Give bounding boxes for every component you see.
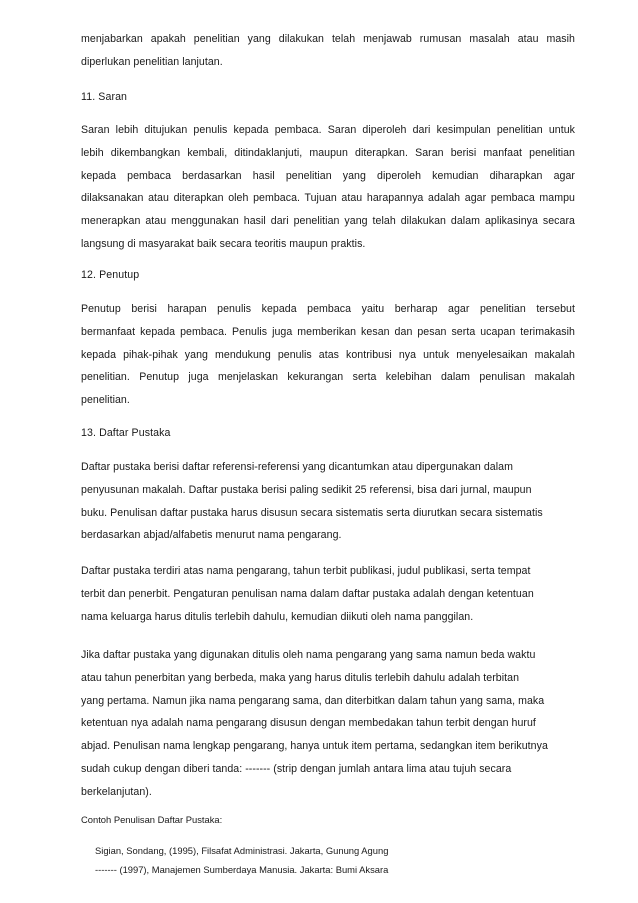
text-line: Saran lebih ditujukan penulis kepada pembaca. Saran diperoleh dari kesimpulan penelitian untuk xyxy=(81,124,575,136)
text-line: penelitian. Penutup juga menjelaskan kekurangan serta kelebihan dalam penulisan makalah xyxy=(81,371,575,384)
text-line: terbit dan penerbit. Pengaturan penulisan nama dalam daftar pustaka adalah dengan ketentuan xyxy=(81,587,534,600)
text-line: berkelanjutan). xyxy=(81,785,152,798)
text-line: diperlukan penelitian lanjutan. xyxy=(81,55,223,68)
reference-item: Sigian, Sondang, (1995), Filsafat Administrasi. Jakarta, Gunung Agung xyxy=(95,845,389,856)
text-line: nama keluarga harus ditulis terlebih dahulu, kemudian diikuti oleh nama panggilan. xyxy=(81,610,474,623)
text-line: langsung di masyarakat baik secara teoritis maupun praktis. xyxy=(81,237,366,250)
text-line: lebih dikembangkan kembali, ditindaklanjuti, maupun diterapkan. Saran berisi manfaat penelitian xyxy=(81,146,575,159)
example-title: Contoh Penulisan Daftar Pustaka: xyxy=(81,814,223,825)
section-heading-daftar-pustaka: 13. Daftar Pustaka xyxy=(81,427,171,439)
text-line: bermanfaat kepada pembaca. Penulis juga memberikan kesan dan pesan serta ucapan terimakasih xyxy=(81,325,575,338)
text-line: ketentuan nya adalah nama pengarang disusun dengan membedakan tahun terbit dengan huruf xyxy=(81,717,536,730)
text-line: menjabarkan apakah penelitian yang dilakukan telah menjawab rumusan masalah atau masih xyxy=(81,33,575,45)
text-line: atau tahun penerbitan yang berbeda, maka yang harus ditulis terlebih dahulu adalah terbitan xyxy=(81,671,520,684)
text-line: dilaksanakan atau diterapkan oleh pembaca. Tujuan atau harapannya adalah agar pembaca mampu xyxy=(81,192,575,205)
daftar-pustaka-paragraph-1 xyxy=(81,456,575,547)
text-line: Jika daftar pustaka yang digunakan ditulis oleh nama pengarang yang sama namun beda waktu xyxy=(81,649,536,661)
text-line: penelitian. xyxy=(81,394,130,407)
text-line: buku. Penulisan daftar pustaka harus disusun secara sistematis serta diurutkan secara sistematis xyxy=(81,506,543,519)
section-heading-penutup: 12. Penutup xyxy=(81,269,140,281)
section-heading-saran: 11. Saran xyxy=(81,91,128,103)
text-line: sudah cukup dengan diberi tanda: ------- (strip dengan jumlah antara lima atau tujuh secara xyxy=(81,762,512,775)
daftar-pustaka-paragraph-2 xyxy=(81,560,575,628)
text-line: berdasarkan abjad/alfabetis menurut nama pengarang. xyxy=(81,529,342,542)
text-line: kepada pihak-pihak yang mendukung penulis atas kontribusi nya untuk menyelesaikan makalah xyxy=(81,348,575,361)
text-line: penyusunan makalah. Daftar pustaka berisi paling sedikit 25 referensi, bisa dari jurnal, maupun xyxy=(81,483,532,496)
text-line: abjad. Penulisan nama lengkap pengarang, hanya untuk item pertama, sedangkan item berikutnya xyxy=(81,740,548,753)
penutup-paragraph xyxy=(81,298,575,412)
reference-item: ------- (1997), Manajemen Sumberdaya Manusia. Jakarta: Bumi Aksara xyxy=(95,864,389,875)
daftar-pustaka-paragraph-3 xyxy=(81,644,575,804)
saran-paragraph xyxy=(81,119,575,256)
text-line: menerapkan atau menggunakan hasil dari penelitian yang telah dilakukan dalam aplikasinya secara xyxy=(81,215,575,228)
text-line: Penutup berisi harapan penulis kepada pembaca yaitu berharap agar penelitian tersebut xyxy=(81,303,575,315)
text-line: Daftar pustaka terdiri atas nama pengarang, tahun terbit publikasi, judul publikasi, serta tempat xyxy=(81,565,531,577)
text-line: Daftar pustaka berisi daftar referensi-referensi yang dicantumkan atau dipergunakan dalam xyxy=(81,461,513,473)
text-line: kepada pembaca berdasarkan hasil penelitian yang diperoleh kemudian diharapkan agar xyxy=(81,169,575,182)
intro-paragraph xyxy=(81,28,575,74)
text-line: yang pertama. Namun jika nama pengarang sama, dan diterbitkan dalam tahun yang sama, maka xyxy=(81,694,545,707)
